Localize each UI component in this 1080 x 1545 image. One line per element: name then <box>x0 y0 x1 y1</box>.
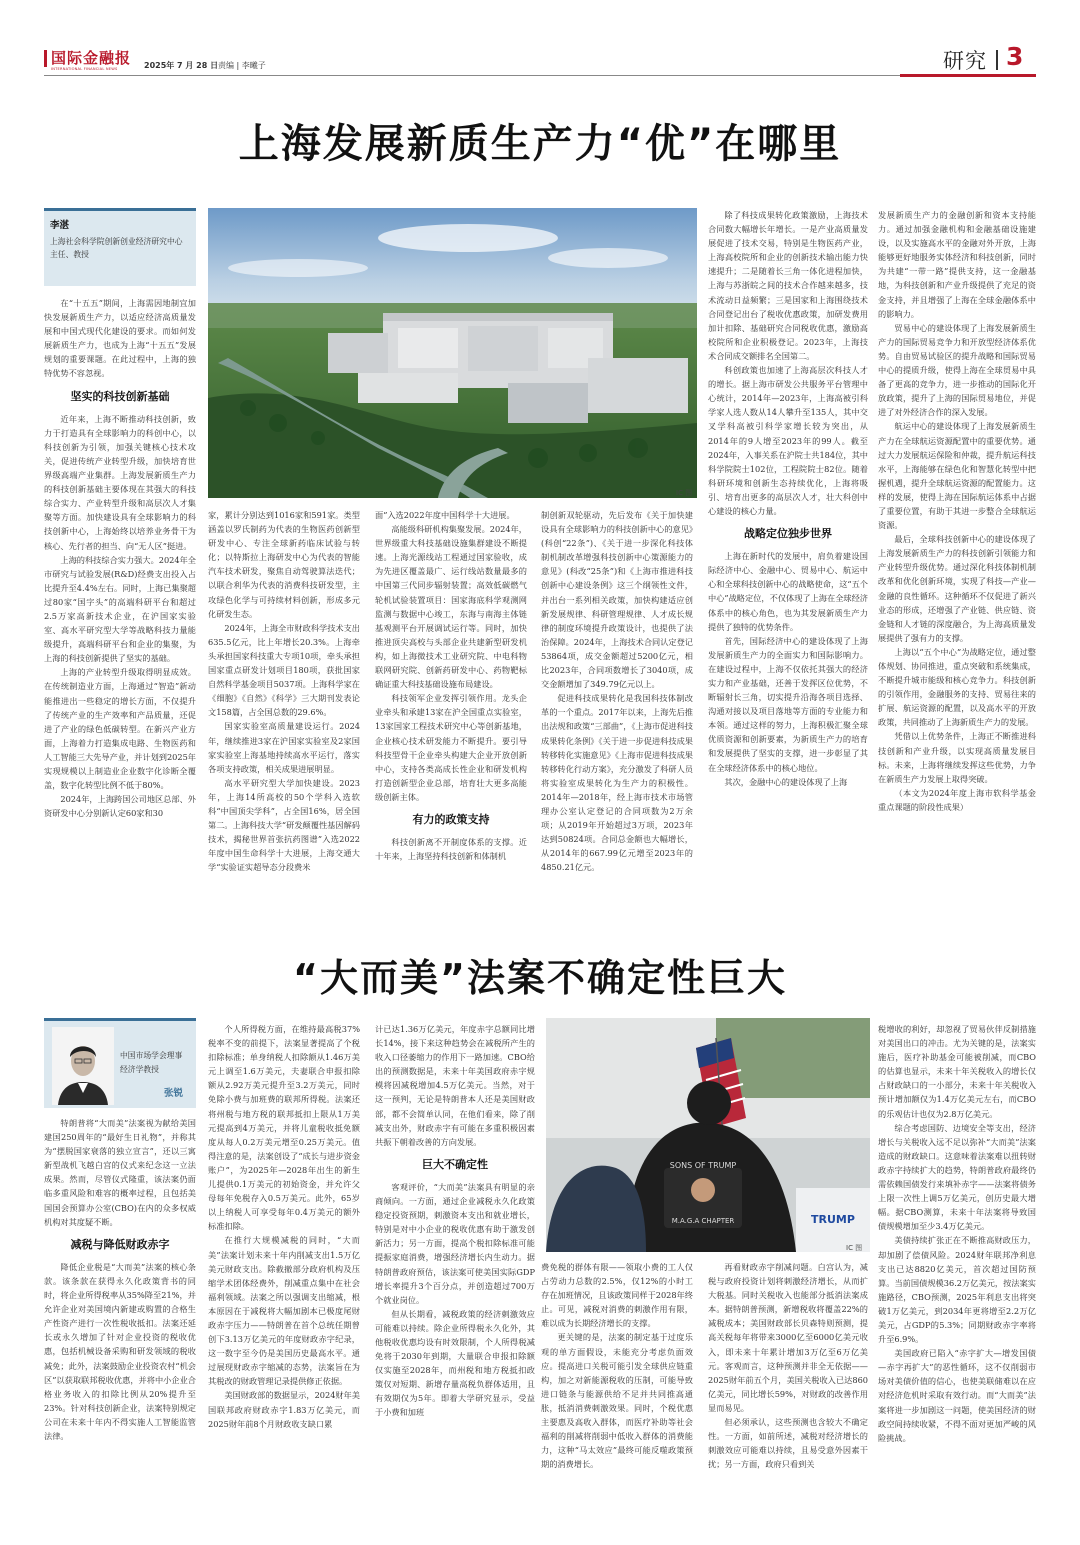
article1-author-box <box>44 208 196 286</box>
paragraph: 科创政策也加速了上海高层次科技人才的增长。据上海市研发公共服务平台管理中心统计，2014年—2023年，上海高被引科学家人选人数从14人攀升至135人，其中交叉学科高被引科学家增长较为突出，从2014年的9人增至2023年的99人。截至2024年，入事关系在沪院士共184位，其中科学院院士102位，工程院院士82位。随着科研环境和创新生态持续优化，上海将吸引、培育出更多的高层次人才，壮大科创中心建设的核心力量。 <box>708 365 868 516</box>
article2-photo <box>546 1018 870 1252</box>
header-rule <box>44 75 1036 76</box>
section-name: 研究 <box>943 49 987 73</box>
section-heading: 战略定位独步世界 <box>744 527 832 541</box>
section-heading: 有力的政策支持 <box>412 812 490 826</box>
issue-date: 2025年 7 月 28 日 <box>144 61 219 70</box>
paragraph: 更关键的是，法案的制定基于过度乐观的单方面假设，未能充分考虑负面效应。提高进口关税可能引发全球供应链重构，加之对新能源税收的压制，可能导致进口链条与能源供给不足并共同推高通胀，抵消消费刺激效果。同时，个税优惠主要惠及高收入群体，而医疗补助等社会福利的削减将削弱中低收入群体的消费能力，这种“马太效应”最终可能反噬政策预期的消费增长。 <box>541 1332 693 1470</box>
article1-column-6 <box>878 208 1036 926</box>
article1-column-1 <box>44 296 196 926</box>
paragraph: 但必须承认，这些预测也含较大不确定性。一方面，如前所述，减税对经济增长的刺激效应可能难以持续，且易受意外因素干扰；另一方面，政府只看到关 <box>708 1417 868 1470</box>
paragraph: 降低企业税是“大而美”法案的核心条款。该条款在获得永久化政策背书的同时，将企业所得税率从35%降至21%，并允许企业对美国境内新建或购置的合格生产性资产进行一次性税收抵扣。法案还延长或永久增加了针对企业投资的税收优惠，包括机械设备采购和研发领域的税收减免；此外，法案鼓励企业投资农村“机会区”以获取联邦税收优惠，并将中小企业合格业务收入的扣除比例从20%提升至23%。针对科技创新企业，法案特别规定公司在未来十年内不得实施人工智能监管法律。 <box>44 1261 196 1441</box>
paragraph: 其次，金融中心的建设体现了上海 <box>724 776 848 787</box>
article1-headline: 上海发展新质生产力“优”在哪里 <box>238 121 842 167</box>
paragraph: 高能级科研机构集聚发展。2024年，世界级重大科技基础设施集群建设不断提速。上海光源线站工程通过国家验收，成为先进区覆盖最广、运行线站数量最多的中国第三代同步辐射装置；高效低碳燃气轮机试验装置项目：国家海底科学观测网监测与数据中心竣工，东海与南海主体链基观测平台开展调试运行等。同时，加快推进顶尖高校与头部企业共建新型研发机构，如上海微技术工业研究院、中电科物联网研究院、创新药研发中心、药物靶标确证重大科技基础设施布局建设。 <box>375 524 527 690</box>
paragraph: 在推行大规模减税的同时，“大而美”法案计划未来十年内削减支出1.5万亿美元财政支出。除截撤部分政府机构及压缩学术团体经费外，削减重点集中在社会福利领域。法案之所以强调支出缩减，根本原因在于减税将大幅加剧本已极度尾财政赤字压力——特朗普在首个总统任期曾创下3.13万亿美元的年度财政赤字纪录，这一数字至今仍是美国历史最高水平。通过展现财政赤字缩减的态势，法案旨在为其税改的财政管理记录提供修正依据。 <box>208 1235 360 1387</box>
paragraph: 但从长期看，减税政策的经济刺激效应可能难以持续。除企业所得税永久化外，其他税收优惠均设有时效限制，个人所得税减免将于2030年到期，大量联合申报扣除额仅实施至2028年，而州税和地方税抵扣政策仅对短期、新增存量高税负群体适用，且有效期仅为5年。即着大学研究显示，受益于小费和加班 <box>375 1308 535 1418</box>
paragraph: 科技领军企业发挥引领作用。龙头企业牵头和承建13家在沪全国重点实验室，13家国家工程技术研究中心等创新基地，企业核心技术研发能力不断提升。要引导科技型骨干企业牵头构建大企业开放创新中心，支持各类高成长性企业和研发机构打造创新型企业总部，培育壮大更多高能级创新主体。 <box>375 693 527 802</box>
article1-column-2 <box>208 508 360 926</box>
paragraph: 计已达1.36万亿美元，年度赤字总额同比增长14%，接下来这种趋势会在减税所产生的收入口径萎缩力的作用下一路加速。CBO给出的预测数据是，未来十年美国政府赤字规模将因减税增加4.5万亿美元。当然，对于这一预判，无论是特朗普本人还是美国财政部，都不会简单认同，在他们看来，除了削减支出外，财政赤字有可能在多重积极因素共振下朝着改善的方向发展。 <box>375 1024 535 1147</box>
paragraph: 特朗普将“大而美”法案视为献给美国建国250周年的“最好生日礼物”，并称其为“摆脱国家衰落的独立宣言”，还以三寓新型战机飞越白宫的仪式来纪念这一立法成果。然而，尽管仪式隆重，该法案仍面临多重风险和难容的概率过程，且包括美国国会预算办公室(CBO)在内的众多权威机构对其度疑不断。 <box>44 1118 196 1227</box>
paragraph: 航运中心的建设体现了上海发展新质生产力在全球航运资源配置中的重要优势。通过大力发展航运保险和仲裁，提升航运科技水平，上海能够在绿色化和智慧化转型中把握机遇，提升全球航运资源的配置能力。这样的发展，使得上海在国际航运体系中占据了重要位置，有助于其进一步整合全球航运资源。 <box>878 421 1036 531</box>
paragraph: 制创新双轮驱动，先后发布《关于加快建设具有全球影响力的科技创新中心的意见》(科创“22条”)、《关于进一步深化科技体制机制改革增强科技创新中心策源能力的意见》(科改“25条”)和《上海市推进科技创新中心建设条例》这三个纲领性文件，并出台一系列相关政策，加快构建适应创新发展规律、科研管理规律、人才成长规律的制度环境提升政策设计，也提供了法治保障。2024年，上海技术合同认定登记53864项，成交金额超过5200亿元，相比2023年，合同项数增长了3040项，成交金额增加了349.79亿元以上。 <box>541 510 693 690</box>
section-heading: 坚实的科技创新基础 <box>70 389 170 403</box>
article1-author-bio: 上海社会科学院创新创业经济研究中心主任、教授 <box>50 237 183 259</box>
paragraph: 首先，国际经济中心的建设体现了上海发展新质生产力的全面实力和国际影响力。在建设过程中，上海不仅依托其强大的经济实力和产业基础，还善于发挥区位优势，不断辐射长三角，切实提升沿海各项目选择、沟通对接以及项目落地等方面的专业能力和本领。通过这样的努力，上海积极汇聚全球优质资源和创新要素，为新质生产力的培育和发展提供了坚实的支撑，进一步彰显了其在全球经济体系中的核心地位。 <box>708 635 868 773</box>
paragraph: （本文为2024年度上海市软科学基金重点课题的阶段性成果） <box>878 787 1036 812</box>
page-number: 3 <box>1006 42 1024 71</box>
article2-author-box <box>44 1018 196 1108</box>
header-rule-accent <box>900 74 1036 77</box>
paragraph: 在“十五五”期间，上海需因地制宜加快发展新质生产力，以适应经济高质量发展和中国式现代化建设的要求。而如何发展新质生产力，也成为上海“十五五”发展规划的重要课题。在此过程中，上海的独特优势不容忽视。 <box>44 298 196 379</box>
article1-photo-credit: IC 图 <box>676 489 693 497</box>
paragraph: 再看财政赤字削减问题。白宫认为，减税与政府投资计划将刺激经济增长，从而扩大税基。同时关税收入也能部分抵消法案成本。据特朗普预测，新增税收将覆盖22%的减税成本；美国财政部长贝森特则预测，提高关税每年将带来3000亿至6000亿美元收入，即未来十年累计增加3万亿至6万亿美元。客观而言，这种预测并非全无依据——2025财年前五个月，美国关税收入已达860亿美元，同比增长59%，对财政的改善作用显而易见。 <box>708 1262 868 1413</box>
paragraph: 上海以“五个中心”为战略定位，通过整体规划、协同推进，重点突破和系统集成，不断提升城市能级和核心竞争力。科技创新的引领作用，金融服务的支持、贸易往来的扩展、航运资源的配置，以及高水平的开放政策，共同推动了上海新质生产力的发展。 <box>878 646 1036 728</box>
article1-column-3 <box>375 508 527 926</box>
paragraph: 高水平研究型大学加快建设。2023年，上海14所高校的50个学科入选软科“中国顶尖学科”，占全国16%，居全国第二。上海科技大学“研发颠覆性基因解码技术，揭秘世界首张抗药图谱”入选2022年度中国生命科学十大进展，上海交通大学“实验证实超导态分段费米 <box>208 777 360 873</box>
article2-author-bio-1: 中国市场学会理事 <box>120 1051 183 1060</box>
article1-column-5 <box>708 208 868 926</box>
article2-column-5 <box>708 1260 868 1511</box>
paragraph: 美国财政部的数据显示，2024财年美国联邦政府财政赤字1.83万亿美元，而2025财年前8个月财政收支缺口累 <box>208 1390 360 1429</box>
paragraph: 美债持续扩张正在不断推高财政压力，却加剧了偿债风险。2024财年联邦净利息支出已达8820亿美元，首次超过国防预算。当前国债规模36.2万亿美元，按法案实施路径，CBO预测，2025年利息支出将突破1万亿美元，到2034年更将增至2.2万亿美元，占GDP的5.3%；同期财政赤字率将升至6.9%。 <box>878 1235 1036 1345</box>
section-divider <box>996 50 998 70</box>
section-heading: 减税与降低财政赤字 <box>70 1237 170 1251</box>
paragraph: 上海的科技综合实力强大。2024年全市研究与试验发展(R&D)经费支出投入占比提升至4.4%左右。同时，上海已集聚超过80家“国字头”的高端科研平台和超过2.5万家高新技术企业，在沪国家实验室、高水平研究型大学等战略科技力量能级提升，高端科研平台和企业的集聚，为上海的科技创新提供了坚实的基础。 <box>44 554 196 664</box>
logo-cn: 国际金融报 <box>44 50 131 67</box>
article2-column-1 <box>44 1116 196 1511</box>
paragraph: 税增收的利好，却忽视了贸易伙伴反制措施对美国出口的冲击。尤为关键的是，法案实施后，医疗补助基金可能被削减，而CBO的估算也显示，未来十年关税收入的增长仅占财政缺口的一小部分，未来十年关税收入预计增加额仅为1.4万亿美元左右，而CBO的乐观估计也仅为2.8万亿美元。 <box>878 1024 1036 1119</box>
paragraph: 凭借以上优势条件，上海正不断推进科技创新和产业升级，以实现高质量发展目标。未来，上海将继续发挥这些优势，力争在新质生产力发展上取得突破。 <box>878 731 1036 784</box>
factory-aerial-image <box>208 208 697 498</box>
paragraph: 最后，全球科技创新中心的建设体现了上海发展新质生产力的科技创新引领能力和产业转型升级优势。通过深化科技体制机制改革和优化创新环境，实现了科技—产业—金融的良性循环。这种循环不仅促进了新兴业态的形成，还增强了产业链、供应链、资金链和人才链的深度融合，为上海高质量发展提供了强有力的支撑。 <box>878 534 1036 643</box>
paragraph: 2024年，上海全市财政科学技术支出635.5亿元，比上年增长20.3%。上海牵头承担国家科技重大专项10项，牵头承担国家重点研发计划项目180项，获批国家自然科学基金项目5037项。上海科学家在《细胞》《自然》《科学》三大期刊发表论文158篇，占全国总数的29.6%。 <box>208 622 360 718</box>
article2-headline: “大而美”法案不确定性巨大 <box>293 956 787 1000</box>
paragraph: 上海的产业转型升级取得明显成效。在传统制造业方面，上海通过“智造”新动能推进出一些稳定的增长方面，不仅提升了传统产业的生产效率和产品质量，还促进了产业的绿色低碳转型。在新兴产业方面，上海着力打造集成电路、生物医药和人工智能三大先导产业，并计划到2025年实现规模以上制造业企业数字化诊断全覆盖，数字化转型比例不低于80%。 <box>44 667 196 791</box>
article1-column-4 <box>541 508 693 926</box>
paragraph: 科技创新离不开制度体系的支撑。近十年来，上海坚持科技创新和体制机 <box>375 837 527 862</box>
article2-column-2 <box>208 1022 360 1511</box>
section-heading: 巨大不确定性 <box>422 1157 488 1171</box>
svg-text:TRUMP: TRUMP <box>811 1213 855 1226</box>
paragraph: 客观评价，“大而美”法案具有明显的亲商倾向。一方面，通过企业减税永久化政策稳定投资预期，刺激资本支出和就业增长，特别是对中小企业的税收优惠有助于激发创新活力；另一方面，提高个税扣除标准可能提振家庭消费，增强经济增长内生动力。据特朗普政府预估，该法案可使美国实际GDP增长率提升3个百分点，并创造超过700万个就业岗位。 <box>375 1181 535 1305</box>
svg-text:M.A.G.A CHAPTER: M.A.G.A CHAPTER <box>671 1217 735 1225</box>
paragraph: 近年来，上海不断推动科技创新，致力于打造具有全球影响力的科创中心，以科技创新为引领，加强关键核心技术攻关，促进传统产业转型升级，加快培育世界级高端产业集群。上海发展新质生产力的科技创新基础主要体现在其强大的科技综合实力、产业转型升级和高层次人才集聚等方面。加快建设具有全球影响力的科技创新中心，上海始终以培养业务骨干为核心、先行者的担当、向“无人区”挺进。 <box>44 413 196 551</box>
article2-photo-credit: IC 图 <box>846 1244 863 1252</box>
article2-author-bio-2: 经济学教授 <box>120 1065 159 1074</box>
paragraph: 个人所得税方面，在维持最高税37%税率不变的前提下，法案显著提高了个税扣除标准；单身纳税人扣除额从1.46万美元上调至1.6万美元，夫妻联合申报扣除额从2.92万美元提升至3.2万美元，同时免除小费与加班费的联邦所得税。法案还将州税与地方税的联邦抵扣上限从1万美元提高到4万美元，并将儿童税收抵免额度从每人0.2万美元增至0.25万美元。值得注意的是，法案创设了“成长与进步资金账户”，为2025年—2028年出生的新生儿提供0.1万美元的初始资金，并允许父母每年免税存入0.5万美元。此外，65岁以上纳税人可享受每年0.4万美元的额外标准扣除。 <box>208 1024 360 1232</box>
paragraph: 贸易中心的建设体现了上海发展新质生产力的国际贸易竞争力和开放型经济体系优势。自由贸易试验区的提升战略和国际贸易中心的提质升级，使得上海在全球贸易中具备了更高的竞争力，进一步推动的国际化开放政策，提升了上海的国际贸易地位，并促进了对外经济合作的深入发展。 <box>878 322 1036 418</box>
logo-en: INTERNATIONAL FINANCIAL NEWS <box>51 67 118 71</box>
editor-credit: 责编 | 李曦子 <box>218 61 266 70</box>
paragraph: 除了科技成果转化政策激励，上海技术合同数大幅增长年增长。一是产业高质量发展促进了技术交易，特别是生物医药产业，上海高校院所和企业的创新技术输出能力快速提升；二是随着长三角一体化进程加快，上海与苏浙皖之间的技术合作越来越多，技术流动日益频繁；三是国家和上海围绕技术合同登记出台了税收优惠政策，加研发费用加计扣除、基础研究合同税收优惠，激励高校院所和企业积极登记。2023年，上海技术合同成交额排名全国第二。 <box>708 210 868 361</box>
paragraph: 面”入选2022年度中国科学十大进展。 <box>375 510 515 520</box>
svg-text:SONS OF TRUMP: SONS OF TRUMP <box>669 1161 737 1170</box>
article2-author-name: 张锐 <box>164 1088 184 1099</box>
author-portrait-icon <box>52 1027 114 1105</box>
article2-column-4b <box>541 1260 693 1511</box>
paragraph: 综合考虑国防、边境安全等支出，经济增长与关税收入远不足以弥补“大而美”法案造成的财政缺口。这意味着法案难以扭转财政赤字持续扩大的趋势，特朗普政府最终仍需依赖国债发行来填补赤字——法案将债务上限一次性上调5万亿美元，创历史最大增幅。据CBO测算，未来十年法案将导致国债规模增加至少3.4万亿美元。 <box>878 1122 1036 1232</box>
article2-column-3 <box>375 1022 535 1511</box>
article1-photo <box>208 208 697 498</box>
article1-author-name: 李湛 <box>50 220 70 231</box>
paragraph: 费免税的群体有限——领取小费的工人仅占劳动力总数的2.5%，仅12%的小时工存在加班情况，且该政策同样于2028年终止。可见，减税对消费的刺激作用有限，难以成为长期经济增长的支撑。 <box>541 1262 693 1329</box>
paragraph: 2024年，上海跨国公司地区总部、外资研发中心分别新认定60家和30 <box>44 794 196 819</box>
paragraph: 国家实验室高质量建设运行。2024年，继续推进3家在沪国家实验室及2家国家实验室上海基地持续高水平运行，落实各项支持政策，相关成果进展明显。 <box>208 721 360 774</box>
article2-column-6 <box>878 1022 1036 1511</box>
paragraph: 美国政府已陷入“赤字扩大—增发国债—赤字再扩大”的恶性循环，这不仅削弱市场对美债价值的信心，也使美联储难以在应对经济危机时采取有效行动。而“大而美”法案将进一步加剧这一问题，使美国经济的财政空间持续收紧，不得不面对更加严峻的风险挑战。 <box>878 1348 1036 1443</box>
paragraph: 家，累计分别达到1016家和591家。类型涵盖以罗氏制药为代表的生物医药创新型研发中心、专注全球新药临床试验与转化；以特斯拉上海研发中心为代表的智能汽车技术研发，聚焦自动驾驶算法迭代；以联合利华为代表的消费科技研发型，主攻绿色化学与可持续材料创新，形成多元化研发生态。 <box>208 510 360 619</box>
paragraph: 上海在新时代的发展中，肩负着建设国际经济中心、金融中心、贸易中心、航运中心和全球科技创新中心的战略使命，这“五个中心”战略定位，不仅体现了上海在全球经济体系中的核心角色，也为其发展新质生产力提供了独特的优势条件。 <box>708 551 868 632</box>
paragraph: 促进科技成果转化是我国科技体制改革的一个重点。2017年以来，上海先后推出法规和政策“三部曲”，《上海市促进科技成果转化条例》《关于进一步促进科技成果转移转化实施意见》《上海市促进科技成果转移转化行动方案》，充分激发了科研人员将实验室成果转化为生产力的积极性。2014年—2018年，经上海市技术市场管理办公室认定登记的合同项数为2万余项；从2019年开始超过3万项，2023年达到50824项。合同总金额也大幅增长，从2014年的667.99亿元增至2023年的4850.21亿元。 <box>541 693 693 873</box>
paragraph: 发展新质生产力的金融创新和资本支持能力。通过加强金融机构和金融基础设施建设，以及实施高水平的金融对外开放，上海能够更好地服务实体经济和科技创新，同时为共建“一带一路”提供支持，这一金融基地，为科技创新和产业升级提供了充足的资金支持，并且增强了上海在全球金融体系中的影响力。 <box>878 210 1036 319</box>
rally-crowd-image <box>546 1018 870 1252</box>
masthead-logo <box>44 50 131 71</box>
